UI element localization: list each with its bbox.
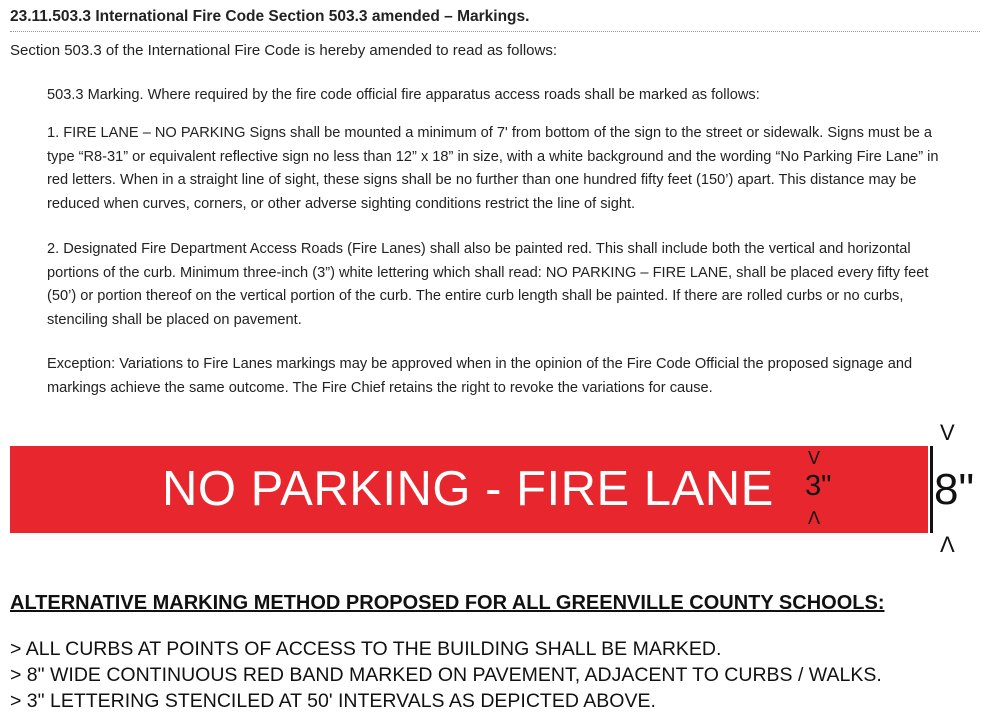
exception-paragraph: Exception: Variations to Fire Lanes markings may be approved when in the opinion of the Fire Code Official the proposed signage and markings achieve the same outcome. The Fire Chief retains the right to revoke the variations for cause. <box>47 356 913 396</box>
list-item: > 3" LETTERING STENCILED AT 50' INTERVALS AS DEPICTED ABOVE. <box>10 690 656 712</box>
marking-paragraph: 503.3 Marking. Where required by the fire code official fire apparatus access roads shall be marked as follows: <box>47 87 760 103</box>
section-heading: 23.11.503.3 International Fire Code Section 503.3 amended – Markings. <box>10 8 980 32</box>
band-width-arrow-down-icon: V <box>940 420 955 445</box>
band-edge-line <box>930 446 933 533</box>
signs-paragraph: 1. FIRE LANE – NO PARKING Signs shall be mounted a minimum of 7' from bottom of the sign to the street or sidewalk. Signs must be a type “R8-31” or equivalent reflective sign no less than 12” x 18” in size, with a white background and the wording “No Parking Fire Lane” in red letters. When in a straight line of sight, these signs shall be no further than one hundred fifty feet (150’) apart. This distance may be reduced when curves, corners, or other adverse sighting conditions restrict the line of sight. <box>47 125 939 212</box>
letter-height-arrow-up-icon: Λ <box>808 508 821 528</box>
band-lettering: NO PARKING - FIRE LANE <box>162 462 774 516</box>
band-width-dimension: 8" <box>934 465 975 514</box>
letter-height-dimension: 3" <box>805 470 832 502</box>
alternative-method-title: ALTERNATIVE MARKING METHOD PROPOSED FOR ALL GREENVILLE COUNTY SCHOOLS: <box>10 592 885 614</box>
letter-height-arrow-down-icon: V <box>808 448 821 468</box>
list-item: > 8" WIDE CONTINUOUS RED BAND MARKED ON PAVEMENT, ADJACENT TO CURBS / WALKS. <box>10 664 882 686</box>
curb-paint-paragraph: 2. Designated Fire Department Access Roads (Fire Lanes) shall also be painted red. This shall include both the vertical and horizontal portions of the curb. Minimum three-inch (3”) white lettering which shall read: NO PARKING – FIRE LANE, shall be placed every fifty feet (50’) or portion thereof on the vertical portion of the curb. The entire curb length shall be painted. If there are rolled curbs or no curbs, stenciling shall be placed on pavement. <box>47 241 929 328</box>
intro-text: Section 503.3 of the International Fire Code is hereby amended to read as follows: <box>10 42 557 59</box>
list-item: > ALL CURBS AT POINTS OF ACCESS TO THE BUILDING SHALL BE MARKED. <box>10 638 722 660</box>
fire-lane-red-band <box>10 446 928 533</box>
alternative-method-list <box>10 636 980 714</box>
band-width-arrow-up-icon: Λ <box>940 532 955 557</box>
